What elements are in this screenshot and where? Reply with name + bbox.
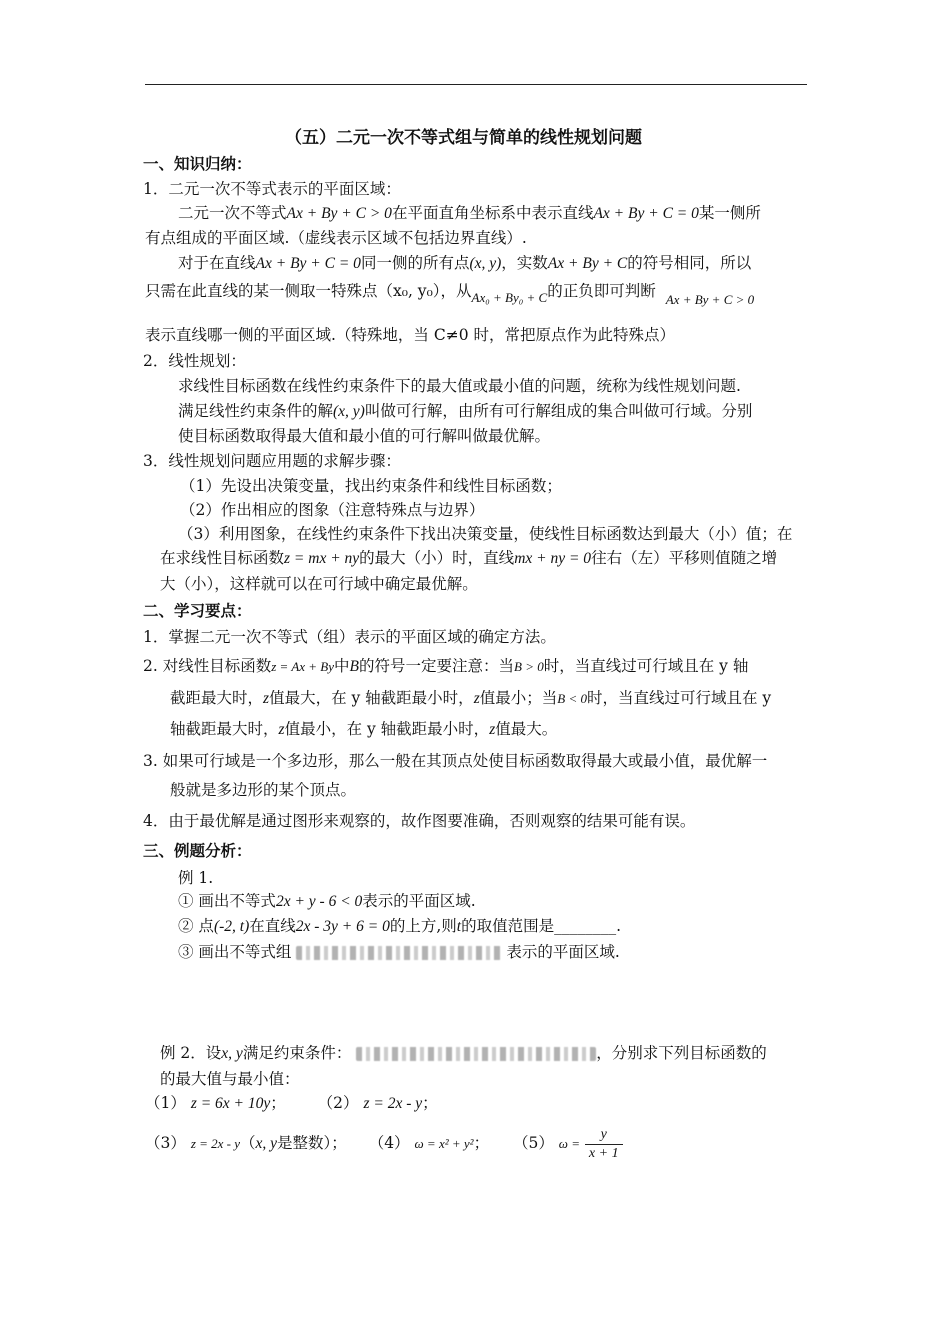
example-2-line-1: 例 2．设x, y满足约束条件： ，分别求下列目标函数的 (160, 1044, 767, 1062)
point-1-line-3: 对于在直线Ax + By + C = 0同一侧的所有点(x, y)，实数Ax + By + C的符号相同，所以 (178, 254, 752, 272)
point-2-line-3: 使目标函数取得最大值和最小值的可行解叫做最优解。 (178, 427, 551, 445)
point-2-line-1: 求线性目标函数在线性约束条件下的最大值或最小值的问题，统称为线性规划问题. (178, 377, 741, 395)
example-1-question-1: ① 画出不等式2x + y - 6 < 0表示的平面区域. (178, 892, 476, 910)
fraction-y-over-x-plus-1: $\frac{y}{x + 1}$ (585, 1126, 623, 1163)
key-point-2-line-1: 2. 对线性目标函数z = Ax + By中B的符号一定要注意：当B > 0时，当直线过可行域且在 y 轴 (143, 657, 749, 675)
example-2-objectives-2: （3） z = 2x - y（x, y是整数）； （4） ω = x² + y²； （5） ω = $\frac{y}{x + 1}$ (145, 1123, 623, 1164)
point-1-title: 1．二元一次不等式表示的平面区域： (143, 180, 401, 198)
point-3-line-5: 大（小），这样就可以在可行域中确定最优解。 (160, 575, 478, 593)
section-heading-3: 三、例题分析： (143, 841, 252, 860)
section-heading-1: 一、知识归纳： (143, 154, 252, 173)
header-rule (145, 84, 807, 85)
point-1-line-5: 表示直线哪一侧的平面区域.（特殊地，当 C≠0 时，常把原点作为此特殊点） (145, 326, 675, 344)
key-point-3-line-2: 般就是多边形的某个顶点。 (170, 781, 357, 799)
key-point-4: 4．由于最优解是通过图形来观察的，故作图要准确，否则观察的结果可能有误。 (143, 812, 696, 830)
inequality-system-image (296, 946, 501, 960)
point-2-line-2: 满足线性约束条件的解(x, y)叫做可行解，由所有可行解组成的集合叫做可行域。分别 (178, 402, 753, 420)
example-2-objectives-1: （1） z = 6x + 10y； （2） z = 2x - y； (145, 1094, 438, 1112)
point-1-line-1: 二元一次不等式Ax + By + C > 0在平面直角坐标系中表示直线Ax + By + C = 0某一侧所 (178, 204, 761, 222)
key-point-3-line-1: 3. 如果可行域是一个多边形，那么一般在其顶点处使目标函数取得最大或最小值，最优解一 (143, 752, 768, 770)
point-3-line-4: 在求线性目标函数z = mx + ny的最大（小）时，直线mx + ny = 0往右（左）平移则值随之增 (160, 549, 778, 567)
key-point-2-line-3: 轴截距最大时，z值最小，在 y 轴截距最小时，z值最大。 (170, 720, 558, 738)
point-3-title: 3．线性规划问题应用题的求解步骤： (143, 452, 401, 470)
point-1-line-2: 有点组成的平面区域.（虚线表示区域不包括边界直线）. (145, 229, 527, 247)
key-point-1: 1．掌握二元一次不等式（组）表示的平面区域的确定方法。 (143, 628, 556, 646)
point-2-title: 2．线性规划： (143, 352, 246, 370)
point-1-line-4: 只需在此直线的某一侧取一特殊点（x₀, y₀），从$_{Ax_0 + By_0 + C}$的正负即可判断 $_{Ax + By + C > 0}$ (145, 282, 755, 307)
key-point-2-line-2: 截距最大时，z值最大，在 y 轴截距最小时，z值最小；当B < 0时，当直线过可行域且在 y (170, 689, 772, 707)
example-1-label: 例 1. (178, 869, 214, 887)
example-1-question-3: ③ 画出不等式组 表示的平面区域. (178, 943, 620, 961)
example-2-line-2: 的最大值与最小值： (160, 1070, 300, 1088)
point-3-step-1: （1）先设出决策变量，找出约束条件和线性目标函数； (180, 477, 562, 495)
example-1-question-2: ② 点(-2, t)在直线2x - 3y + 6 = 0的上方,则t的取值范围是________. (178, 917, 622, 935)
constraint-system-image (356, 1047, 596, 1061)
page-title: （五）二元一次不等式组与简单的线性规划问题 (285, 128, 642, 148)
point-3-step-3: （3）利用图象，在线性约束条件下找出决策变量，使线性目标函数达到最大（小）值；在 (178, 525, 793, 543)
point-3-step-2: （2）作出相应的图象（注意特殊点与边界） (180, 501, 485, 519)
section-heading-2: 二、学习要点： (143, 601, 252, 620)
